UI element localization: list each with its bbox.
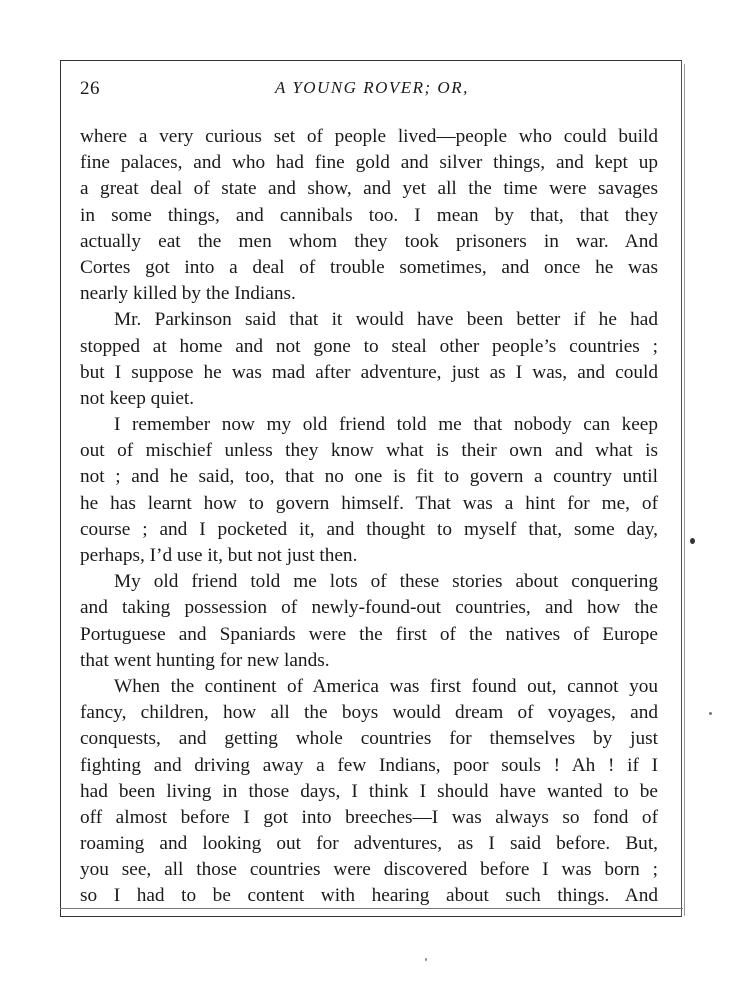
text-line: Mr. Parkinson said that it would have been better if he had: [114, 309, 658, 331]
text-line: where a very curious set of people lived—people who could build: [80, 126, 658, 147]
ink-speck: [690, 538, 695, 544]
paragraph-3: [80, 412, 658, 569]
text-line: fine palaces, and who had fine gold and silver things, and kept up: [80, 152, 658, 174]
text-line: perhaps, I’d use it, but not just then.: [80, 545, 358, 566]
text-line: course ; and I pocketed it, and thought to myself that, some day,: [80, 518, 658, 540]
text-line: not ; and he said, too, that no one is fit to govern a country until: [80, 466, 658, 488]
text-line: Cortes got into a deal of trouble sometimes, and once he was: [80, 256, 658, 278]
paragraph-1: [80, 124, 658, 307]
text-line: stopped at home and not gone to steal other people’s countries ;: [80, 335, 658, 357]
text-line: My old friend told me lots of these stories about conquering: [114, 571, 658, 593]
paragraph-4: [80, 569, 658, 674]
text-line: and taking possession of newly-found-out countries, and how the: [80, 597, 658, 619]
text-line: a great deal of state and show, and yet all the time were savages: [80, 178, 658, 200]
body-text: [80, 124, 658, 910]
text-line: so I had to be content with hearing about such things. And: [80, 885, 658, 907]
running-head: A YOUNG ROVER; OR,: [275, 78, 469, 97]
text-line: fancy, children, how all the boys would dream of voyages, and: [80, 702, 658, 724]
text-line: in some things, and cannibals too. I mean by that, that they: [80, 204, 658, 226]
text-line: actually eat the men whom they took prisoners in war. And: [80, 230, 658, 252]
text-line: but I suppose he was mad after adventure, just as I was, and could: [80, 361, 658, 383]
text-line: had been living in those days, I think I should have wanted to be: [80, 780, 658, 802]
page-header: [80, 78, 660, 102]
text-line: out of mischief unless they know what is their own and what is: [80, 440, 658, 462]
paragraph-5: [80, 674, 658, 910]
text-line: that went hunting for new lands.: [80, 649, 330, 671]
text-line: Portuguese and Spaniards were the first of the natives of Europe: [80, 623, 658, 645]
ink-speck: [709, 712, 712, 715]
paragraph-2: [80, 307, 658, 412]
text-line: not keep quiet.: [80, 387, 195, 409]
text-line: you see, all those countries were discovered before I was born ;: [80, 859, 658, 881]
text-line: off almost before I got into breeches—I was always so fond of: [80, 806, 658, 828]
text-line: When the continent of America was first found out, cannot you: [114, 675, 658, 697]
text-line: fighting and driving away a few Indians, poor souls ! Ah ! if I: [80, 754, 658, 776]
text-line: I remember now my old friend told me that nobody can keep: [114, 414, 658, 436]
text-line: nearly killed by the Indians.: [80, 283, 296, 305]
text-line: roaming and looking out for adventures, as I said before. But,: [80, 833, 658, 855]
text-line: conquests, and getting whole countries for themselves by just: [80, 728, 658, 750]
text-line: he has learnt how to govern himself. That was a hint for me, of: [80, 492, 658, 514]
page-number: 26: [80, 78, 100, 99]
ink-speck: [425, 958, 427, 961]
frame-rule-right: [684, 64, 685, 916]
